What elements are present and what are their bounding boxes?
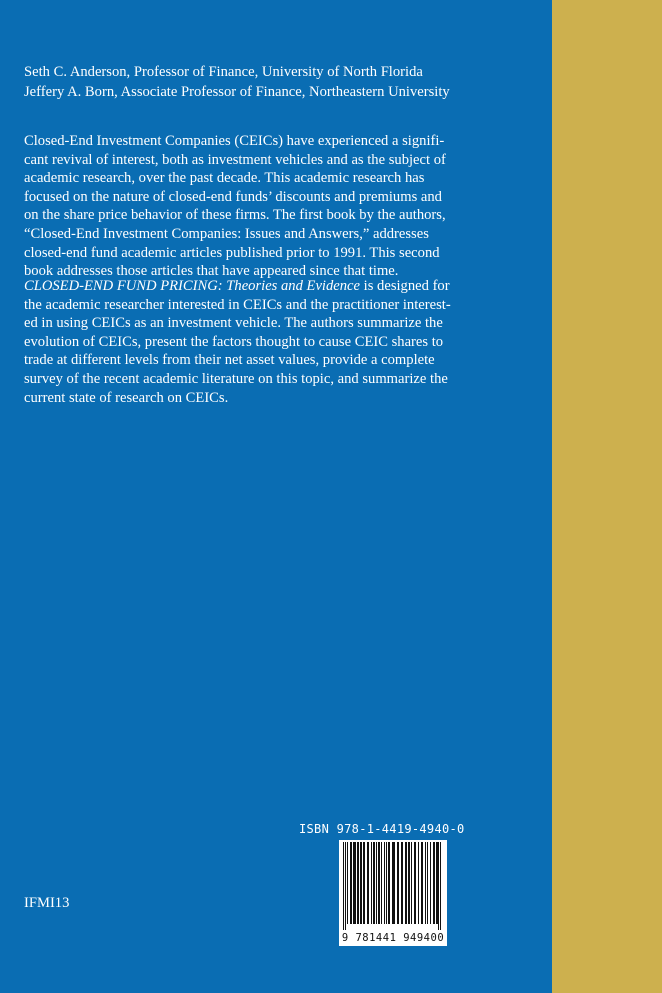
- text-line: evolution of CEICs, present the factors thought to cause CEIC shares to: [24, 333, 444, 350]
- barcode-bar: [381, 842, 382, 924]
- barcode-bar: [347, 842, 348, 924]
- barcode-box: [339, 840, 447, 946]
- author-line: Jeffery A. Born, Associate Professor of Finance, Northeastern University: [24, 84, 450, 100]
- text-line: on the share price behavior of these firms. The first book by the authors,: [24, 207, 446, 224]
- barcode-bar: [357, 842, 359, 924]
- text-line: trade at different levels from their net asset values, provide a complete: [24, 352, 435, 369]
- barcode-bar: [371, 842, 372, 924]
- isbn-label: ISBN 978-1-4419-4940-0: [299, 822, 465, 836]
- barcode-number: 9 781441 949400: [341, 932, 445, 944]
- barcode-bar: [367, 842, 369, 924]
- text-line: “Closed-End Investment Companies: Issues and Answers,” addresses: [24, 225, 429, 242]
- description-paragraph: [24, 132, 446, 281]
- barcode-bar: [421, 842, 423, 924]
- barcode-bar: [392, 842, 395, 924]
- barcode-bar: [440, 842, 441, 930]
- barcode-bar: [425, 842, 426, 924]
- author-credits: [24, 62, 450, 102]
- text-line: academic research, over the past decade. This academic research has: [24, 170, 425, 187]
- text-line: cant revival of interest, both as investment vehicles and as the subject of: [24, 151, 446, 168]
- barcode-bar: [418, 842, 419, 924]
- text-line: current state of research on CEICs.: [24, 389, 229, 406]
- text-line: book addresses those articles that have appeared since that time.: [24, 263, 399, 280]
- text-line: survey of the recent academic literature on this topic, and summarize the: [24, 370, 448, 387]
- summary-paragraph: [24, 277, 451, 407]
- text-line: the academic researcher interested in CEICs and the practitioner interest-: [24, 296, 451, 313]
- barcode-bar: [376, 842, 377, 924]
- text-line: focused on the nature of closed-end funds’ discounts and premiums and: [24, 188, 442, 205]
- barcode-bar: [363, 842, 365, 924]
- text-line: [24, 277, 451, 296]
- series-code: IFMI13: [24, 895, 70, 911]
- gold-spine-strip: [552, 0, 662, 993]
- barcode-bar: [401, 842, 403, 924]
- book-title: CLOSED-END FUND PRICING: Theories and Evidence: [24, 278, 361, 294]
- barcode-bar: [405, 842, 407, 924]
- text-line: ed in using CEICs as an investment vehicle. The authors summarize the: [24, 315, 443, 332]
- isbn-barcode-block: [299, 822, 479, 944]
- barcode-bar: [343, 842, 344, 930]
- barcode-bar: [353, 842, 356, 924]
- barcode-bar: [384, 842, 385, 924]
- barcode-bar: [386, 842, 387, 924]
- barcode-bar: [397, 842, 399, 924]
- text-line: Closed-End Investment Companies (CEICs) have experienced a signifi-: [24, 133, 445, 149]
- barcode-bar: [430, 842, 431, 924]
- barcode-bar: [414, 842, 416, 924]
- barcode-bar: [438, 842, 439, 930]
- barcode-bar: [350, 842, 352, 924]
- barcode-bar: [345, 842, 346, 930]
- text-line: closed-end fund academic articles published prior to 1991. This second: [24, 244, 440, 261]
- barcode-bar: [427, 842, 428, 924]
- barcode-bar: [433, 842, 435, 924]
- barcode-bar: [408, 842, 410, 924]
- barcode-icon: [341, 842, 445, 930]
- author-line: Seth C. Anderson, Professor of Finance, University of North Florida: [24, 64, 423, 80]
- barcode-bar: [373, 842, 375, 924]
- barcode-bar: [411, 842, 412, 924]
- barcode-bar: [388, 842, 390, 924]
- text-fragment: is designed for: [360, 278, 450, 294]
- barcode-bar: [378, 842, 380, 924]
- barcode-bar: [360, 842, 362, 924]
